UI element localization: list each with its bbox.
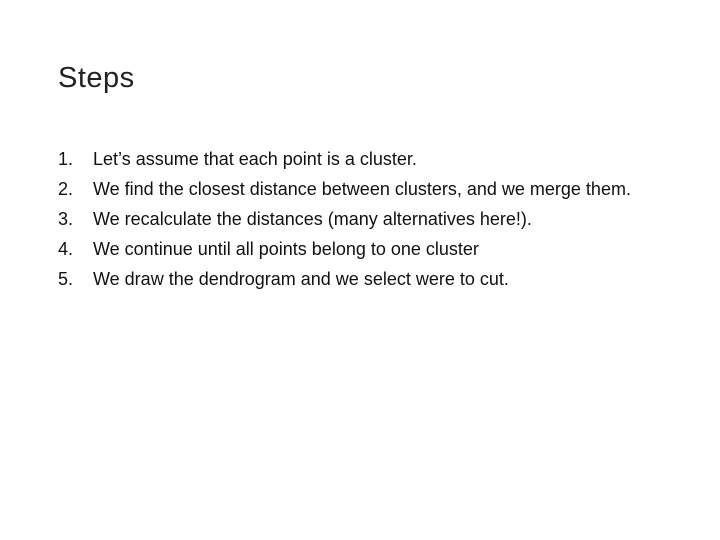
- step-text: Let’s assume that each point is a cluster.: [93, 149, 417, 169]
- step-number: 1.: [58, 149, 74, 169]
- list-item: [58, 266, 658, 292]
- step-number: 3.: [58, 209, 74, 229]
- list-item: [58, 146, 658, 172]
- step-number: 5.: [58, 269, 74, 289]
- step-text: We continue until all points belong to one cluster: [93, 239, 479, 259]
- steps-list: [58, 146, 658, 296]
- step-number: 4.: [58, 239, 74, 259]
- slide-title: Steps: [58, 62, 135, 94]
- list-item: [58, 176, 658, 202]
- step-text: We recalculate the distances (many alternatives here!).: [93, 209, 532, 229]
- step-text: We find the closest distance between clusters, and we merge them.: [93, 179, 631, 199]
- list-item: [58, 206, 658, 232]
- step-text: We draw the dendrogram and we select were to cut.: [93, 269, 509, 289]
- list-item: [58, 236, 658, 262]
- step-number: 2.: [58, 179, 74, 199]
